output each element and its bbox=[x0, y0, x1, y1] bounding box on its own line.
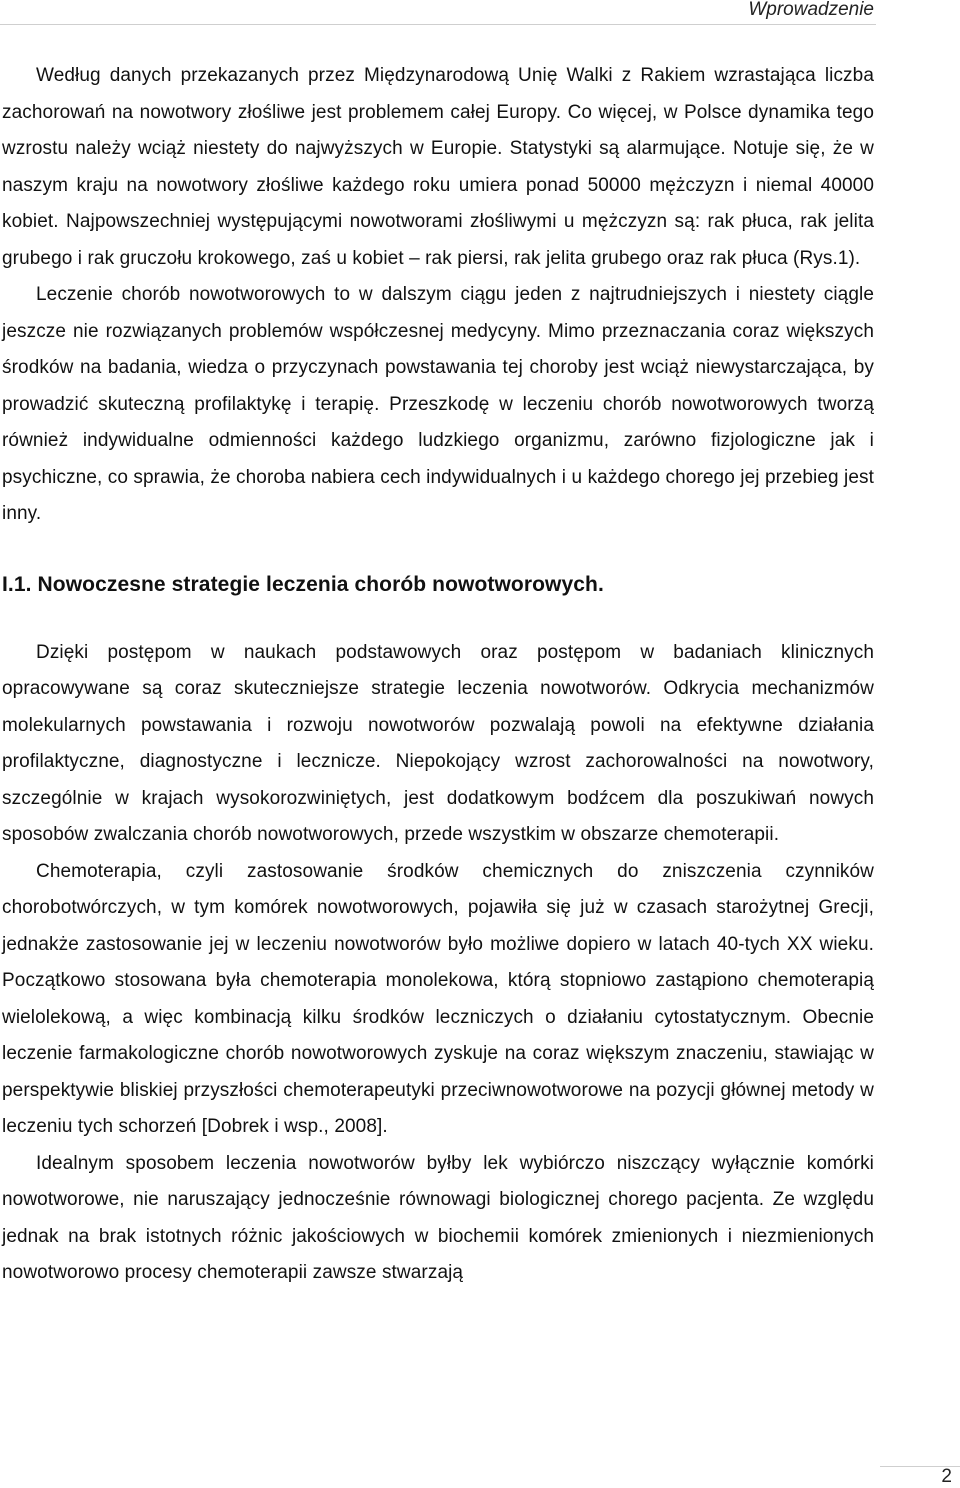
header-title: Wprowadzenie bbox=[748, 0, 874, 20]
paragraph-treatment-challenges: Leczenie chorób nowotworowych to w dalszym ciągu jeden z najtrudniejszych i niestety ciągle jeszcze nie rozwiązanych problemów współczesnej medycyny. Mimo przeznaczania coraz większych środków na badania, wiedza o przyczynach powstawania tej choroby jest wciąż niewystarczająca, by prowadzić skuteczną profilaktykę i terapię. Przeszkodę w leczeniu chorób nowotworowych tworzą również indywidualne odmienności każdego ludzkiego organizmu, zarówno fizjologiczne jak i psychiczne, co sprawia, że choroba nabiera cech indywidualnych i u każdego chorego jej przebieg jest inny. bbox=[2, 284, 874, 524]
document-body bbox=[2, 58, 874, 1292]
header-rule bbox=[0, 24, 876, 25]
paragraph-incidence: Według danych przekazanych przez Międzynarodową Unię Walki z Rakiem wzrastająca liczba zachorowań na nowotwory złośliwe jest problemem całej Europy. Co więcej, w Polsce dynamika tego wzrostu należy wciąż niestety do najwyższych w Europie. Statystyki są alarmujące. Notuje się, że w naszym kraju na nowotwory złośliwe każdego roku umiera ponad 50000 mężczyzn i niemal 40000 kobiet. Najpowszechniej występującymi nowotworami złośliwymi u mężczyzn są: rak płuca, rak jelita grubego i rak gruczołu krokowego, zaś u kobiet – rak piersi, rak jelita grubego oraz rak płuca (Rys.1). bbox=[2, 65, 874, 269]
section-heading: I.1. Nowoczesne strategie leczenia chorób nowotworowych. bbox=[2, 572, 604, 596]
paragraph-modern-strategies: Dzięki postępom w naukach podstawowych oraz postępom w badaniach klinicznych opracowywane są coraz skuteczniejsze strategie leczenia nowotworów. Odkrycia mechanizmów molekularnych powstawania i rozwoju nowotworów pozwalają powoli na efektywne działania profilaktyczne, diagnostyczne i lecznicze. Niepokojący wzrost zachorowalności na nowotwory, szczególnie w krajach wysokorozwiniętych, jest dodatkowym bodźcem dla poszukiwań nowych sposobów zwalczania chorób nowotworowych, przede wszystkim w obszarze chemoterapii. bbox=[2, 641, 874, 845]
paragraph-chemotherapy-history: Chemoterapia, czyli zastosowanie środków chemicznych do zniszczenia czynników chorobotwórczych, w tym komórek nowotworowych, pojawiła się już w czasach starożytnej Grecji, jednakże zastosowanie jej w leczeniu nowotworów było możliwe dopiero w latach 40-tych XX wieku. Początkowo stosowana była chemoterapia monolekowa, którą stopniowo zastąpiono chemoterapią wielolekową, a więc kombinacją kilku środków leczniczych o działaniu cytostatycznym. Obecnie leczenie farmakologiczne chorób nowotworowych zyskuje na coraz większym znaczeniu, stawiając w perspektywie bliskiej przyszłości chemoterapeutyki przeciwnowotworowe na pozycji głównej metody w leczeniu tych schorzeń [Dobrek i wsp., 2008]. bbox=[2, 860, 874, 1137]
page-number: 2 bbox=[941, 1466, 952, 1487]
page-header bbox=[0, 0, 960, 26]
paragraph-ideal-treatment: Idealnym sposobem leczenia nowotworów byłby lek wybiórczo niszczący wyłącznie komórki nowotworowe, nie naruszający jednocześnie równowagi biologicznej chorego pacjenta. Ze względu jednak na brak istotnych różnic jakościowych w biochemii komórek zmienionych i niezmienionych nowotworowo procesy chemoterapii zawsze stwarzają bbox=[2, 1152, 874, 1283]
